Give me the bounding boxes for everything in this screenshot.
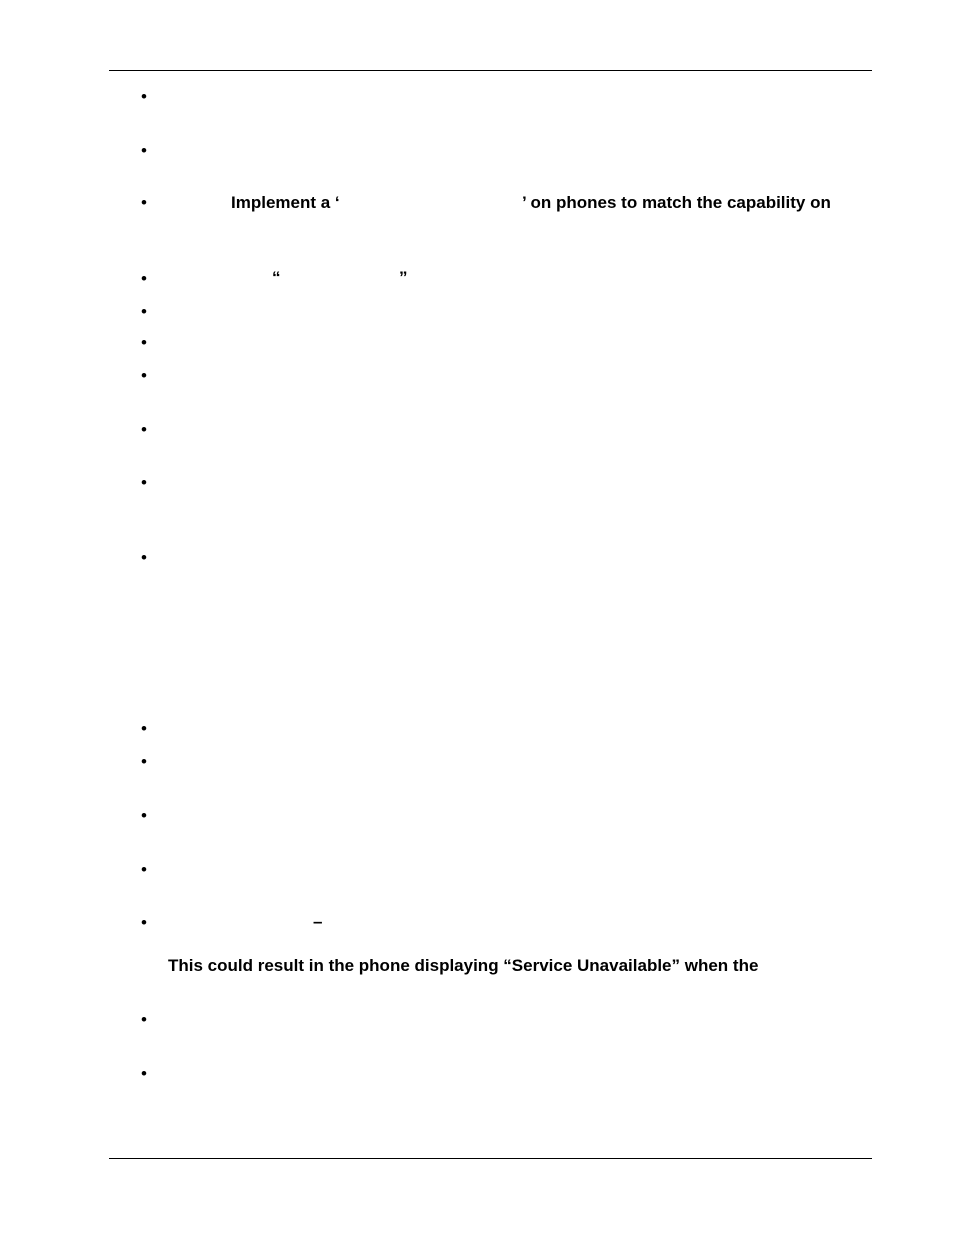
bullet-13: • <box>141 806 147 825</box>
bullet-17: • <box>141 1064 147 1083</box>
bullet-2: • <box>141 141 147 160</box>
bullet-4: • <box>141 269 147 288</box>
footer-rule <box>109 1158 872 1159</box>
item-3-prefix: Implement a ‘ <box>231 193 340 212</box>
header-rule <box>109 70 872 71</box>
bullet-16: • <box>141 1010 147 1029</box>
bullet-9: • <box>141 473 147 492</box>
bullet-3: • <box>141 193 147 212</box>
bullet-5: • <box>141 302 147 321</box>
bullet-14: • <box>141 860 147 879</box>
bullet-1: • <box>141 87 147 106</box>
bullet-10: • <box>141 548 147 567</box>
item-15-dash: – <box>313 912 323 931</box>
bullet-15: • <box>141 913 147 932</box>
bullet-12: • <box>141 752 147 771</box>
item-4-open-quote: “ <box>272 268 281 287</box>
bullet-7: • <box>141 366 147 385</box>
bullet-8: • <box>141 420 147 439</box>
bullet-11: • <box>141 719 147 738</box>
note-text: This could result in the phone displaying “Service Unavailable” when the <box>168 956 759 975</box>
bullet-6: • <box>141 333 147 352</box>
item-4-close-quote: ” <box>399 268 408 287</box>
item-3-suffix: ’ on phones to match the capability on <box>522 193 831 212</box>
